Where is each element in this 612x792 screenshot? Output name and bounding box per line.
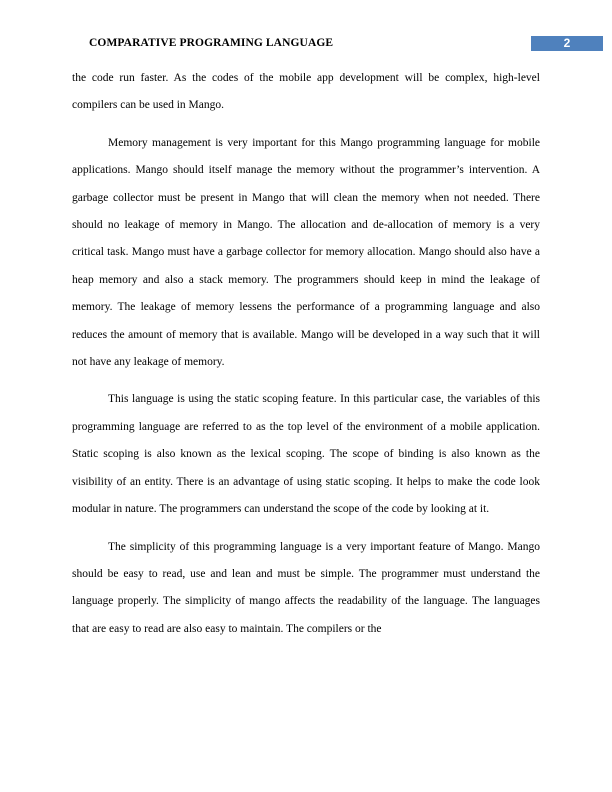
running-head-title: COMPARATIVE PROGRAMING LANGUAGE — [89, 37, 334, 49]
paragraph-continuation: the code run faster. As the codes of the mobile app development will be complex, high-level compilers can be used in Mango. — [72, 72, 540, 112]
paragraph-memory-management: Memory management is very important for this Mango programming language for mobile applications. Mango should itself manage the memory without the programmer’s intervention. A garbage collector must be present in Mango that will clean the memory when not needed. There should no leakage of memory in Mango. The allocation and de-allocation of memory is a very critical task. Mango must have a garbage collector for memory allocation. Mango should also have a heap memory and also a stack memory. The programmers should keep in mind the leakage of memory. The leakage of memory lessens the performance of a programming language and also reduces the amount of memory that is available. Mango will be developed in a way such that it will not have any leakage of memory. — [72, 136, 540, 369]
page-number: 2 — [563, 36, 571, 50]
paragraph-simplicity: The simplicity of this programming language is a very important feature of Mango. Mango should be easy to read, use and lean and must be simple. The programmer must understand the language properly. The simplicity of mango affects the readability of the language. The languages that are easy to read are also easy to maintain. The compilers or the — [72, 540, 540, 635]
page-number-box — [531, 36, 603, 51]
page-header — [0, 36, 612, 52]
document-body — [72, 65, 540, 653]
paragraph-static-scoping: This language is using the static scoping feature. In this particular case, the variables of this programming language are referred to as the top level of the environment of a mobile application. Static scoping is also known as the lexical scoping. The scope of binding is also known as the visibility of an entity. There is an advantage of using static scoping. It helps to make the code look modular in nature. The programmers can understand the scope of the code by looking at it. — [72, 393, 540, 516]
